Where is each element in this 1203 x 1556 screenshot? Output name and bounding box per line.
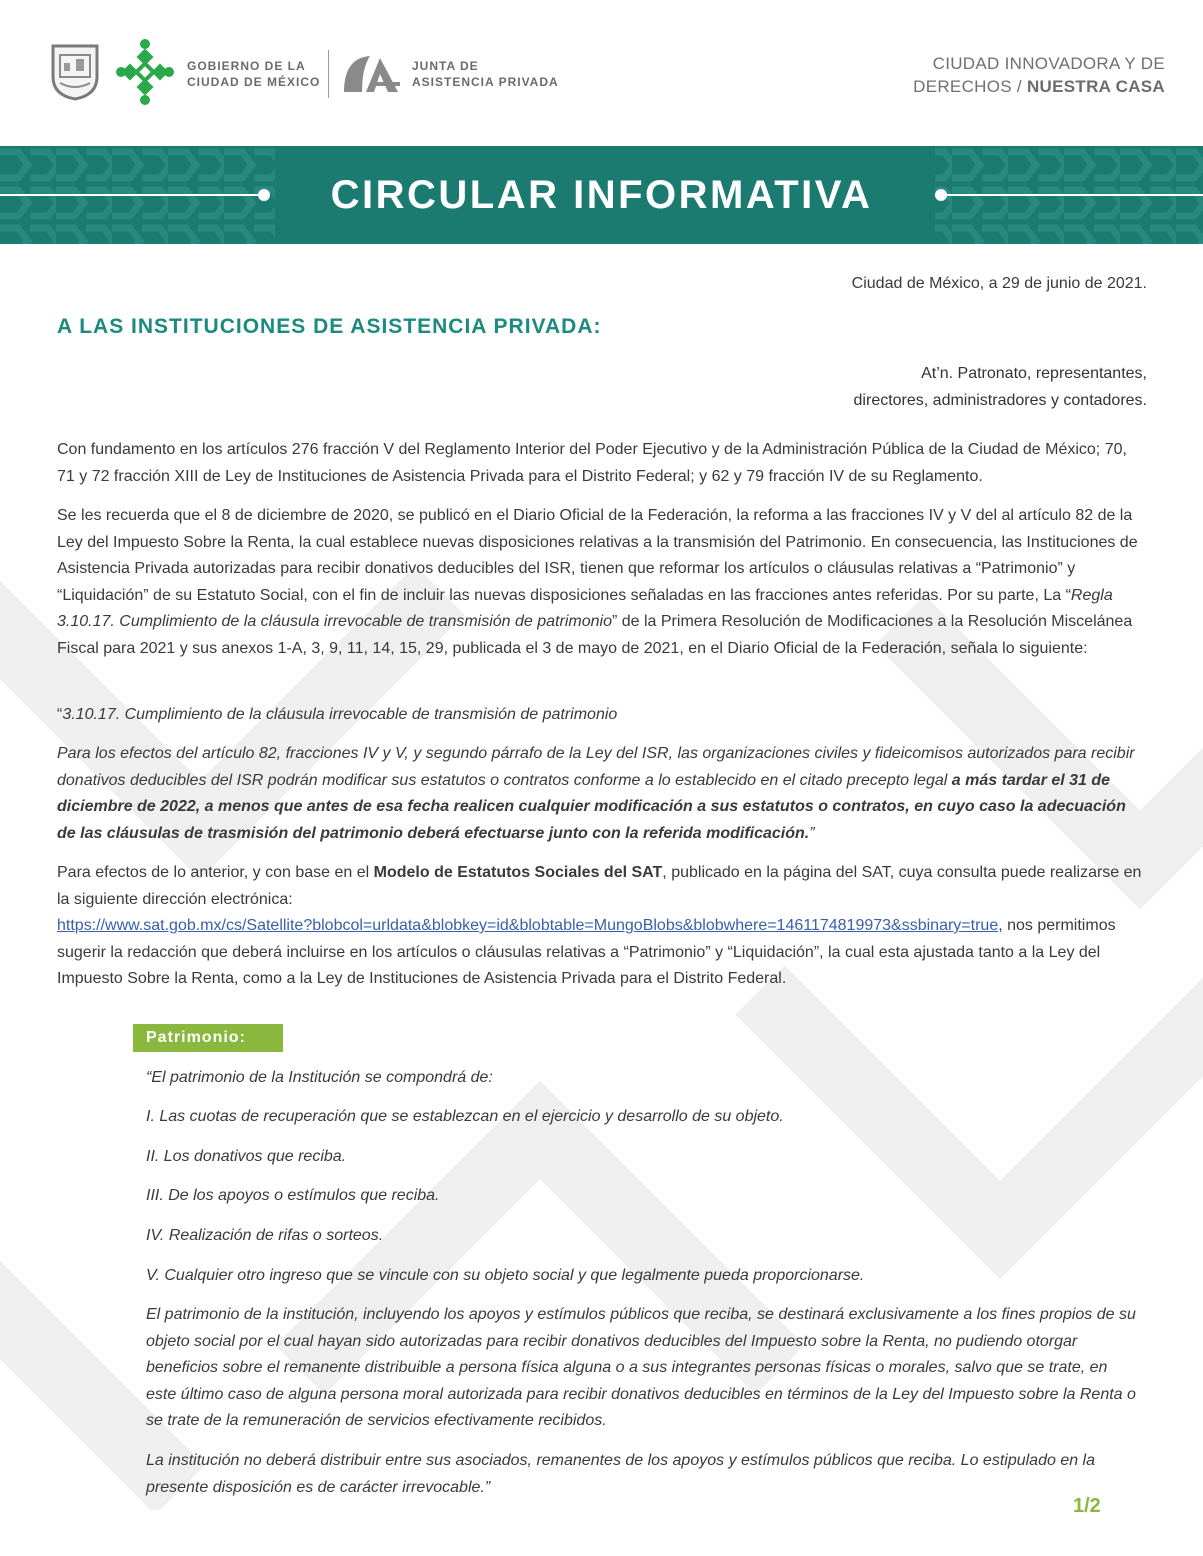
slogan-line-2-b: NUESTRA CASA — [1026, 77, 1165, 96]
quote-title-text: 3.10.17. Cumplimiento de la cláusula irrevocable de transmisión de patrimonio — [62, 706, 618, 723]
reform-rule-name: Regla 3.10.17. Cumplimiento de la cláusula irrevocable de transmisión de patrimonio — [57, 586, 1113, 630]
paragraph-sat-model — [57, 860, 1147, 993]
section-tag-patrimonio: Patrimonio: — [133, 1024, 283, 1052]
gov-line-2: CIUDAD DE MÉXICO — [187, 75, 321, 89]
attention-block — [854, 360, 1147, 414]
patrimonio-paragraph-2: La institución no deberá distribuir entre sus asociados, remanentes de los apoyos y estímulos públicos que reciba. Lo estipulado en la presente disposición es de carácter irrevocable.” — [146, 1452, 1096, 1496]
reform-text-a: Se les recuerda que el 8 de diciembre de 2020, se publicó en el Diario Oficial de la Federación, la reforma a las fracciones IV y V del al artículo 82 de la Ley del Impuesto Sobre la Renta, la cual establece nuevas disposiciones relativas a la transmisión del Patrimonio. En consecuencia, las Instituciones de Asistencia Privada autorizadas para recibir donativos deducibles del ISR, tienen que reformar los artículos o cláusulas relativas a “Patrimonio” y “Liquidación” de su Estatuto Social, con el fin de incluir las nuevas disposiciones señaladas en las fracciones antes referidas. Por su parte, La “ — [57, 507, 1138, 604]
document-date: Ciudad de México, a 29 de junio de 2021. — [851, 275, 1147, 292]
attention-line-2: directores, administradores y contadores. — [853, 392, 1147, 409]
paragraph-legal-basis: Con fundamento en los artículos 276 fracción V del Reglamento Interior del Poder Ejecutivo y de la Administración Pública de la Ciudad de México; 70, 71 y 72 fracción XIII de Ley de Instituciones de Asistencia Privada para el Distrito Federal; y 62 y 79 fracción IV de su Reglamento. — [57, 441, 1127, 485]
quote-body-text: Para los efectos del artículo 82, fracciones IV y V, y segundo párrafo de la Ley del ISR, las organizaciones civiles y fideicomisos autorizados para recibir donativos deducibles del ISR podrán modificar sus estatutos o contratos conforme a lo establecido en el citado precepto legal — [57, 745, 1135, 789]
sat-text-b: , publicado en la página del SAT, cuya consulta puede realizarse en la siguiente dirección electrónica: — [57, 864, 1142, 908]
sat-model-name: Modelo de Estatutos Sociales del SAT — [373, 864, 663, 881]
sat-link[interactable]: https://www.sat.gob.mx/cs/Satellite?blobcol=urldata&blobkey=id&blobtable=MungoBlobs&blobwhere=1461174819973&ssbinary=true — [57, 917, 999, 934]
reform-text-b: ” de la Primera Resolución de Modificaciones a la Resolución Miscelánea Fiscal para 2021 y sus anexos 1-A, 3, 9, 11, 14, 15, 29, publicada el 3 de mayo de 2021, en el Diario Oficial de la Federación, señala lo siguiente: — [57, 613, 1133, 657]
gov-line-1: GOBIERNO DE LA — [187, 59, 306, 73]
attention-line-1: At’n. Patronato, representantes, — [921, 365, 1147, 382]
page-number: 1/2 — [1073, 1495, 1101, 1517]
quote-title — [57, 702, 1147, 729]
sat-text-c: , nos permitimos sugerir la redacción que deberá incluirse en los artículos o cláusulas relativas a “Patrimonio” y “Liquidación”, la cual esta ajustada tanto a la Ley del Impuesto Sobre la Renta, como a la Ley de Instituciones de Asistencia Privada para el Distrito Federal. — [57, 917, 1116, 987]
patrimonio-item-5: V. Cualquier otro ingreso que se vincule con su objeto social y que legalmente pueda proporcionarse. — [146, 1267, 865, 1284]
quote-body-bold: a más tardar el 31 de diciembre de 2022, a menos que antes de esa fecha realicen cualquier modificación a sus estatutos o contratos, en cuyo caso la adecuación de las cláusulas de trasmisión del patrimonio deberá efectuarse junto con la referida modificación. — [57, 771, 1126, 842]
quote-body — [57, 741, 1147, 847]
patrimonio-paragraph-1: El patrimonio de la institución, incluyendo los apoyos y estímulos públicos que reciba, se destinará exclusivamente a los fines propios de su objeto social por el cual hayan sido autorizadas para recibir donativos deducibles del Impuesto sobre la Renta, no pudiendo otorgar beneficios sobre el remanente distribuible a persona física alguna o a sus integrantes personas físicas o morales, salvo que se trate, en este último caso de alguna persona moral autorizada para recibir donativos deducibles en términos de la Ley del Impuesto sobre la Renta o se trate de la remuneración de servicios efectivamente recibidos. — [146, 1306, 1136, 1429]
patrimonio-item-2: II. Los donativos que reciba. — [146, 1148, 347, 1165]
slogan-line-2-a: DERECHOS / — [913, 77, 1027, 96]
patrimonio-item-4: IV. Realización de rifas o sorteos. — [146, 1227, 384, 1244]
quote-title-mark: “ — [57, 706, 63, 723]
paragraph-reform — [57, 503, 1147, 662]
jap-line-2: ASISTENCIA PRIVADA — [412, 75, 559, 89]
document-title: CIRCULAR INFORMATIVA — [330, 173, 873, 217]
quote-body-end: ” — [809, 824, 815, 842]
patrimonio-intro: “El patrimonio de la Institución se compondrá de: — [146, 1069, 493, 1086]
addressee: A LAS INSTITUCIONES DE ASISTENCIA PRIVADA: — [57, 315, 602, 338]
patrimonio-item-1: I. Las cuotas de recuperación que se establezcan en el ejercicio y desarrollo de su objeto. — [146, 1108, 784, 1125]
slogan-line-1: CIUDAD INNOVADORA Y DE — [932, 54, 1165, 73]
jap-line-1: JUNTA DE — [412, 59, 479, 73]
sat-text-a: Para efectos de lo anterior, y con base en el — [57, 864, 374, 881]
patrimonio-item-3: III. De los apoyos o estímulos que reciba. — [146, 1187, 440, 1204]
